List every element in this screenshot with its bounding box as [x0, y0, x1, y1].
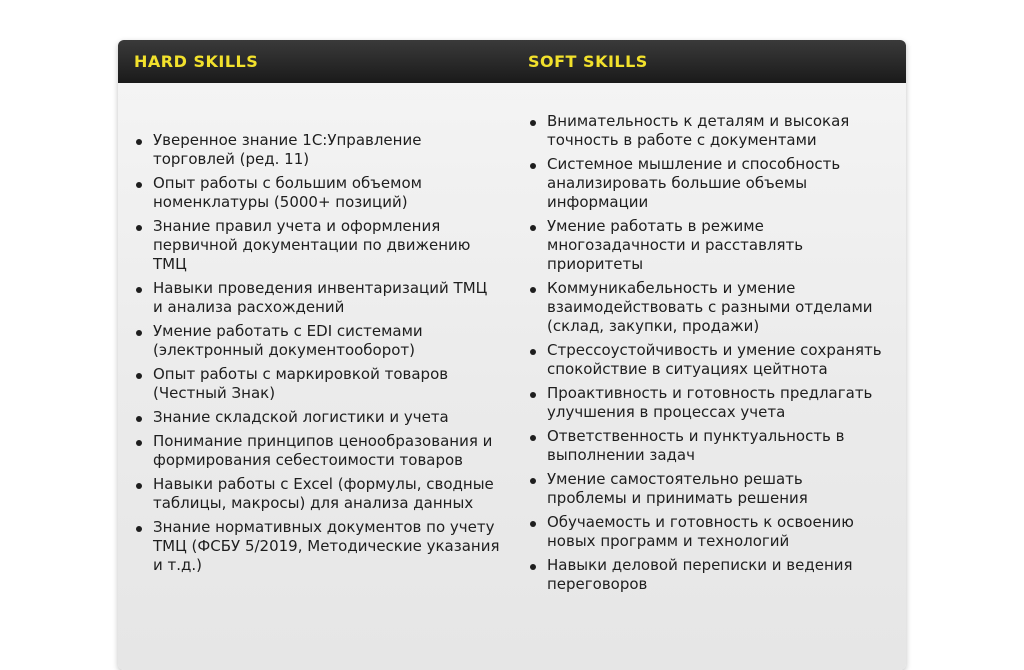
bullet-icon — [530, 435, 536, 441]
soft-skills-list — [528, 112, 884, 599]
bullet-icon — [136, 373, 142, 379]
soft-skill-item — [528, 470, 884, 508]
bullet-icon — [136, 330, 142, 336]
bullet-icon — [530, 225, 536, 231]
hard-skill-text: Опыт работы с маркировкой товаров (Честный Знак) — [153, 365, 449, 402]
soft-skill-text: Внимательность к деталям и высокая точность в работе с документами — [547, 112, 850, 149]
soft-skill-item — [528, 341, 884, 379]
soft-skill-text: Обучаемость и готовность к освоению новых программ и технологий — [547, 513, 854, 550]
soft-skill-text: Ответственность и пунктуальность в выполнении задач — [547, 427, 845, 464]
bullet-icon — [530, 564, 536, 570]
soft-skill-text: Коммуникабельность и умение взаимодействовать с разными отделами (склад, закупки, продажи) — [547, 279, 873, 335]
bullet-icon — [136, 287, 142, 293]
hard-skill-text: Навыки проведения инвентаризаций ТМЦ и анализа расхождений — [153, 279, 488, 316]
bullet-icon — [136, 225, 142, 231]
skills-header — [118, 40, 906, 83]
hard-skill-text: Уверенное знание 1С:Управление торговлей (ред. 11) — [153, 131, 422, 168]
bullet-icon — [136, 182, 142, 188]
bullet-icon — [530, 478, 536, 484]
hard-skills-list — [134, 131, 500, 580]
soft-skill-item — [528, 427, 884, 465]
hard-skill-text: Навыки работы с Excel (формулы, сводные таблицы, макросы) для анализа данных — [153, 475, 494, 512]
soft-skill-item — [528, 112, 884, 150]
soft-skill-item — [528, 556, 884, 594]
soft-skill-item — [528, 279, 884, 336]
soft-skills-title: SOFT SKILLS — [528, 52, 648, 71]
hard-skill-item — [134, 475, 500, 513]
bullet-icon — [530, 392, 536, 398]
skills-card — [118, 40, 906, 670]
hard-skill-text: Опыт работы с большим объемом номенклатуры (5000+ позиций) — [153, 174, 422, 211]
bullet-icon — [530, 287, 536, 293]
soft-skill-text: Системное мышление и способность анализировать большие объемы информации — [547, 155, 841, 211]
hard-skill-text: Знание складской логистики и учета — [153, 408, 449, 426]
bullet-icon — [136, 416, 142, 422]
soft-skill-text: Умение работать в режиме многозадачности и расставлять приоритеты — [547, 217, 804, 273]
bullet-icon — [136, 483, 142, 489]
bullet-icon — [530, 349, 536, 355]
hard-skill-text: Умение работать с EDI системами (электронный документооборот) — [153, 322, 423, 359]
soft-skill-item — [528, 513, 884, 551]
hard-skill-item — [134, 174, 500, 212]
soft-skill-item — [528, 155, 884, 212]
hard-skill-text: Понимание принципов ценообразования и формирования себестоимости товаров — [153, 432, 493, 469]
bullet-icon — [136, 526, 142, 532]
hard-skill-item — [134, 432, 500, 470]
hard-skill-item — [134, 131, 500, 169]
soft-skill-text: Навыки деловой переписки и ведения переговоров — [547, 556, 853, 593]
hard-skill-text: Знание правил учета и оформления первичной документации по движению ТМЦ — [153, 217, 471, 273]
hard-skill-item — [134, 518, 500, 575]
hard-skill-text: Знание нормативных документов по учету ТМЦ (ФСБУ 5/2019, Методические указания и т.д.) — [153, 518, 500, 574]
bullet-icon — [136, 440, 142, 446]
bullet-icon — [136, 139, 142, 145]
hard-skill-item — [134, 279, 500, 317]
soft-skill-item — [528, 217, 884, 274]
bullet-icon — [530, 120, 536, 126]
bullet-icon — [530, 521, 536, 527]
soft-skill-text: Умение самостоятельно решать проблемы и принимать решения — [547, 470, 808, 507]
bullet-icon — [530, 163, 536, 169]
hard-skill-item — [134, 408, 500, 427]
soft-skill-text: Стрессоустойчивость и умение сохранять спокойствие в ситуациях цейтнота — [547, 341, 882, 378]
hard-skill-item — [134, 365, 500, 403]
soft-skill-item — [528, 384, 884, 422]
soft-skill-text: Проактивность и готовность предлагать улучшения в процессах учета — [547, 384, 873, 421]
hard-skills-title: HARD SKILLS — [134, 52, 259, 71]
hard-skill-item — [134, 217, 500, 274]
hard-skill-item — [134, 322, 500, 360]
